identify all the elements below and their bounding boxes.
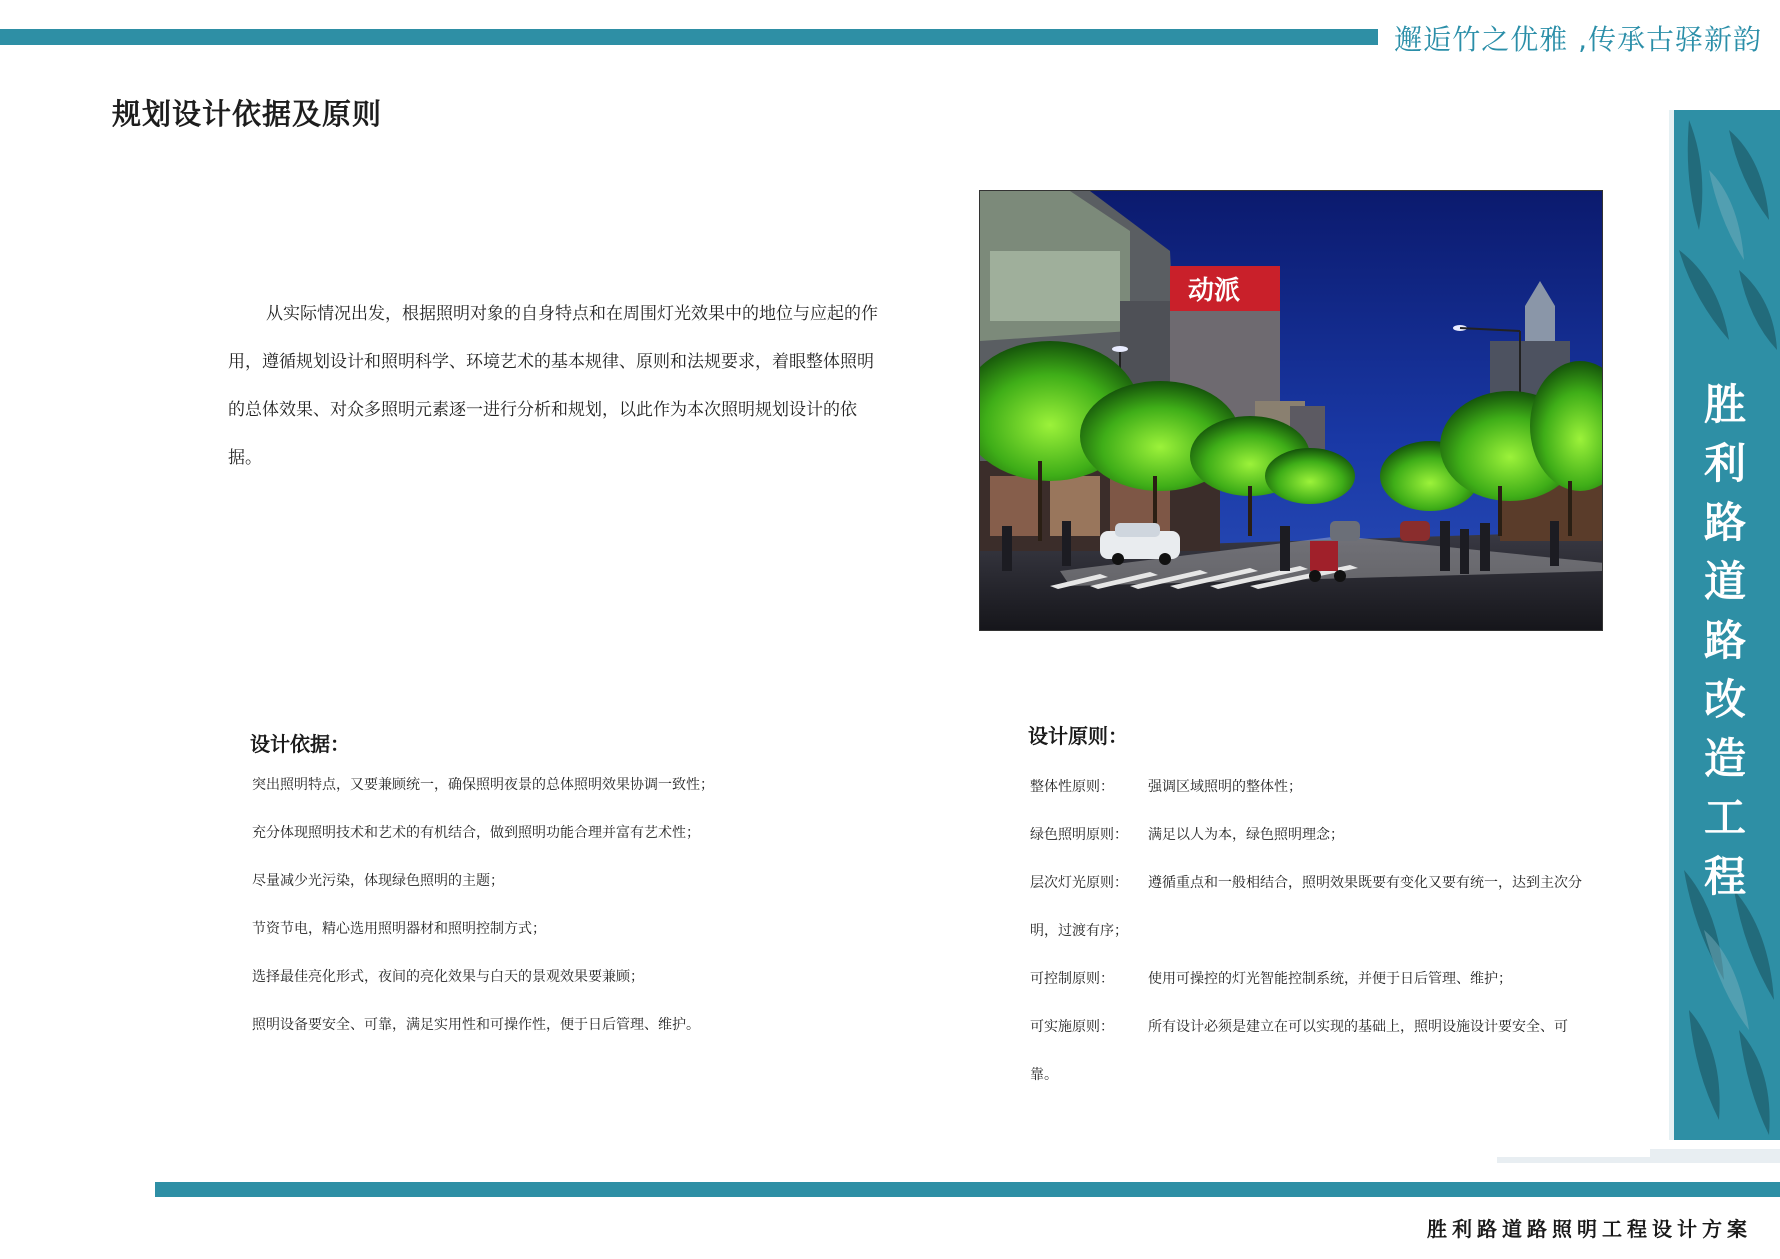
principle-desc: 使用可操控的灯光智能控制系统，并便于日后管理、维护； xyxy=(1148,971,1512,987)
intro-text-block xyxy=(228,290,888,482)
intro-paragraph: 从实际情况出发，根据照明对象的自身特点和在周围灯光效果中的地位与应起的作用，遵循规划设计和照明科学、环境艺术的基本规律、原则和法规要求，着眼整体照明的总体效果、对众多照明元素逐一进行分析和规划，以此作为本次照明规划设计的依据。 xyxy=(228,304,878,468)
principle-desc: 遵循重点和一般相结合，照明效果既要有变化又要有统一，达到主次分明，过渡有序； xyxy=(1030,875,1582,939)
night-street-rendering-image xyxy=(979,190,1603,631)
header-slogan: 邂逅竹之优雅 ,传承古驿新韵 xyxy=(1394,23,1762,56)
design-basis-item: 选择最佳亮化形式，夜间的亮化效果与白天的景观效果要兼顾； xyxy=(252,969,644,985)
design-basis-list xyxy=(252,771,812,1059)
principle-item xyxy=(1030,955,1590,1003)
principle-term: 可控制原则： xyxy=(1030,971,1114,987)
design-basis-item: 突出照明特点，又要兼顾统一，确保照明夜景的总体照明效果协调一致性； xyxy=(252,777,714,793)
design-basis-item: 照明设备要安全、可靠，满足实用性和可操作性，便于日后管理、维护。 xyxy=(252,1017,700,1033)
design-principles-list xyxy=(1030,763,1590,1099)
page-title: 规划设计依据及原则 xyxy=(112,97,383,131)
decorative-ledge xyxy=(1497,1157,1780,1163)
top-accent-bar xyxy=(0,29,1378,45)
principle-item xyxy=(1030,811,1590,859)
side-vertical-title: 胜利路道路改造工程 xyxy=(1703,380,1746,901)
side-title-panel xyxy=(1669,110,1780,1140)
billboard-sign-text: 动派 xyxy=(1188,276,1241,306)
principle-item xyxy=(1030,859,1590,955)
principle-term: 绿色照明原则： xyxy=(1030,827,1128,843)
principle-desc: 所有设计必须是建立在可以实现的基础上，照明设施设计要安全、可靠。 xyxy=(1030,1019,1568,1083)
footer-title: 胜利路道路照明工程设计方案 xyxy=(1427,1217,1752,1241)
principle-term: 整体性原则： xyxy=(1030,779,1114,795)
principle-desc: 满足以人为本，绿色照明理念； xyxy=(1148,827,1344,843)
principle-term: 可实施原则： xyxy=(1030,1019,1114,1035)
design-basis-item: 充分体现照明技术和艺术的有机结合，做到照明功能合理并富有艺术性； xyxy=(252,825,700,841)
principle-item xyxy=(1030,1003,1590,1099)
design-principles-heading: 设计原则： xyxy=(1028,724,1128,748)
principle-term: 层次灯光原则： xyxy=(1030,875,1128,891)
bottom-accent-bar xyxy=(155,1182,1780,1197)
design-basis-heading: 设计依据： xyxy=(250,732,350,756)
principle-item xyxy=(1030,763,1590,811)
design-basis-item: 尽量减少光污染，体现绿色照明的主题； xyxy=(252,873,504,889)
principle-desc: 强调区域照明的整体性； xyxy=(1148,779,1302,795)
design-basis-item: 节资节电，精心选用照明器材和照明控制方式； xyxy=(252,921,546,937)
